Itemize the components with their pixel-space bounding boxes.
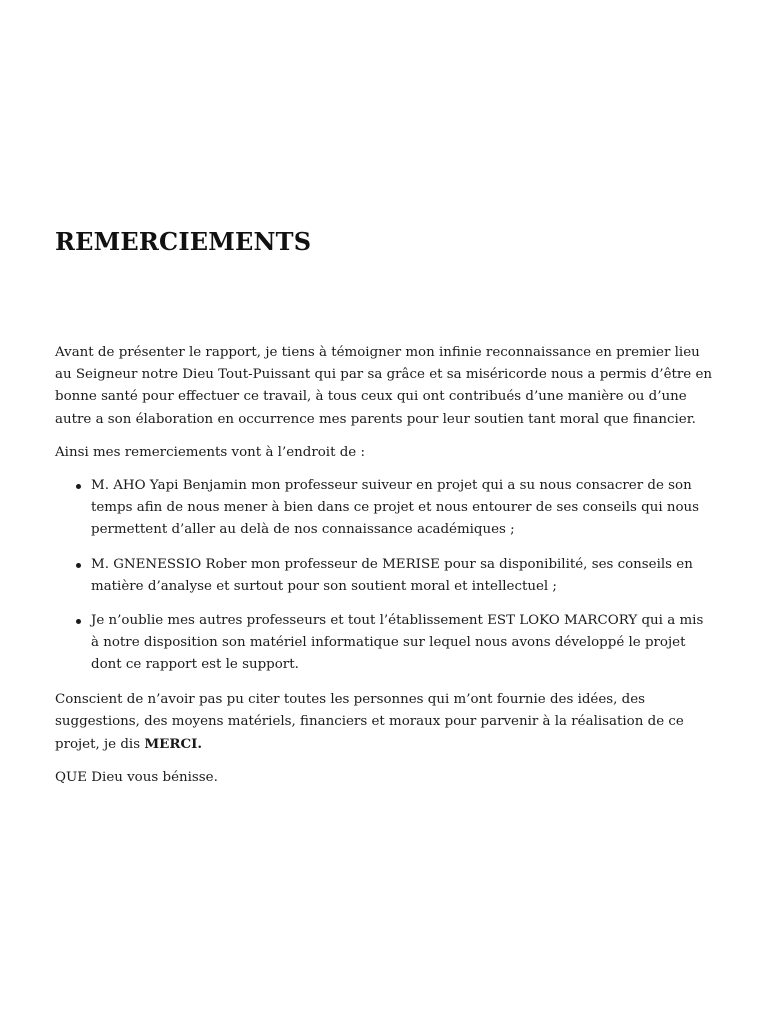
list-item-continuation: d’analyse et surtout pour son soutient moral et intellectuel ; — [147, 578, 557, 594]
conclusion-paragraph — [55, 689, 715, 757]
bullet-icon — [76, 619, 81, 624]
list-item-continuation: afin de nous mener à bien dans ce projet et nous entourer de ses conseils qui nous permettent d’aller au delà de nos connaissance académiques ; — [91, 500, 700, 538]
list-item — [55, 554, 715, 598]
list-item-first-line: M. AHO Yapi Benjamin mon professeur suiveur en projet qui a su nous consacrer de son temps — [91, 478, 692, 516]
acknowledgements-list — [55, 475, 715, 677]
conclusion-text: Conscient de n’avoir pas pu citer toutes les personnes qui m’ont fournie des idées, des suggestions, des moyens matériels, financiers et moraux pour parvenir à la réalisation de ce projet, je dis — [55, 691, 684, 753]
list-item — [55, 610, 715, 677]
list-item — [55, 475, 715, 542]
list-item-continuation: disposition son matériel informatique sur lequel nous avons développé le projet dont ce rapport est le support. — [91, 635, 686, 673]
intro-paragraph: Avant de présenter le rapport, je tiens à témoigner mon infinie reconnaissance en premier lieu au Seigneur notre Dieu Tout-Puissant qui par sa grâce et sa miséricorde nous a permis d’être en bonne santé pour effectuer ce travail, à tous ceux qui ont contribués d’une manière ou d’une autre a son élaboration en occurrence mes parents pour leur soutien tant moral que financier. — [55, 345, 713, 427]
bullet-icon — [76, 563, 81, 568]
document-body — [55, 342, 715, 800]
bullet-icon — [76, 484, 81, 489]
page-title: REMERCIEMENTS — [55, 227, 312, 256]
lead-in-paragraph: Ainsi mes remerciements vont à l’endroit de : — [55, 444, 365, 460]
list-item-first-line: Je n’oublie mes autres professeurs et tout l’établissement EST LOKO MARCORY qui a mis à notre — [91, 613, 704, 651]
merci-emphasis: MERCI. — [144, 736, 203, 753]
closing-paragraph: QUE Dieu vous bénisse. — [55, 770, 218, 786]
list-item-first-line: M. GNENESSIO Rober mon professeur de MERISE pour sa disponibilité, ses conseils en matière — [91, 556, 693, 594]
